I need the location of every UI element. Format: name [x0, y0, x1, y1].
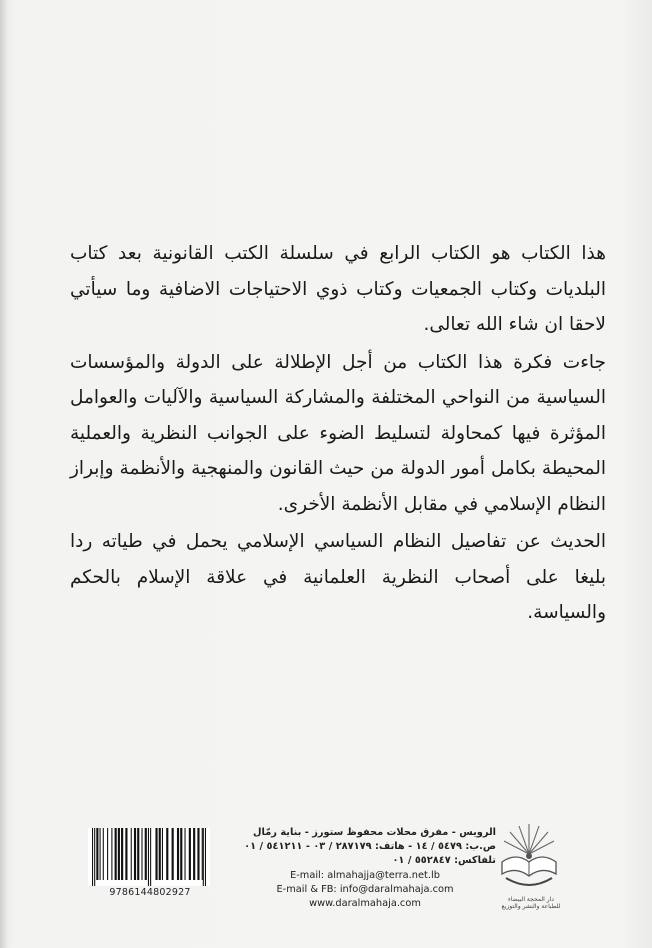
blurb-paragraph-2: جاءت فكرة هذا الكتاب من أجل الإطلالة على الدولة والمؤسسات السياسية من النواحي المختلفة والمشاركة السياسية والآليات والعوامل المؤثرة فيها كمحاولة لتسليط الضوء على الجوانب النظرية والعملية المحيطة بكامل أمور الدولة من حيث القانون والمنهجية والأنظمة وإبراز النظام الإسلامي في مقابل الأنظمة الأخرى. [70, 351, 606, 515]
barcode-bar [121, 828, 123, 880]
barcode-bar [118, 828, 120, 880]
publisher-logo [496, 818, 562, 902]
isbn-number: 9786144802927 [109, 887, 191, 898]
barcode [88, 828, 210, 886]
barcode-bar [155, 828, 157, 880]
barcode-bar [166, 828, 168, 880]
publisher-footer [82, 818, 561, 918]
barcode-bar [202, 828, 203, 880]
publisher-phone: ص.ب: ٥٤٧٩ / ١٤ - هاتف: ٢٨٧١٧٩ / ٠٣ - ٥٤١٢١١ / ٠١ [244, 841, 496, 853]
barcode-bar [103, 828, 104, 880]
publisher-logo-name: دار المحجة البيضاء [508, 896, 554, 903]
barcode-bar [107, 828, 108, 880]
barcode-bar [141, 828, 142, 880]
publisher-email-fb: E-mail & FB: info@daralmahaja.com [276, 883, 454, 895]
barcode-bar [172, 828, 174, 880]
barcode-bar [100, 828, 101, 880]
blurb-paragraph-3: الحديث عن تفاصيل النظام السياسي الإسلامي يحمل في طياته ردا بليغا على أصحاب النظرية العلمانية في علاقة الإسلام بالحكم والسياسة. [70, 531, 606, 623]
barcode-bar [111, 828, 112, 880]
barcode-bar [189, 828, 191, 880]
barcode-bar [150, 828, 151, 886]
barcode-bar [145, 828, 147, 880]
barcode-bar [193, 828, 195, 880]
barcode-bar [197, 828, 199, 880]
barcode-bar [159, 828, 161, 880]
barcode-bar [162, 828, 163, 880]
barcode-bar [115, 828, 117, 880]
barcode-bar [184, 828, 185, 880]
barcode-bar [148, 828, 149, 886]
barcode-bar [134, 828, 136, 880]
barcode-bar [180, 828, 182, 880]
barcode-bar [131, 828, 132, 880]
publisher-contact [234, 826, 496, 911]
blurb-text [70, 236, 606, 631]
publisher-logo-sub: للطباعة والنشر والتوزيع [501, 903, 561, 910]
barcode-bar [92, 828, 93, 886]
spine-shadow [0, 0, 8, 948]
publisher-address: الرويس - مفرق محلات محفوظ ستورز - بناية رمّال [253, 827, 496, 838]
barcode-bar [177, 828, 179, 880]
barcode-bar [125, 828, 127, 880]
barcode-bar [203, 828, 204, 886]
barcode-bar [96, 828, 98, 880]
publisher-website: www.daralmahaja.com [309, 898, 421, 910]
publisher-logo-text [500, 896, 562, 910]
barcode-bar [205, 828, 206, 886]
barcode-bar [137, 828, 139, 880]
blurb-paragraph-1: هذا الكتاب هو الكتاب الرابع في سلسلة الكتب القانونية بعد كتاب البلديات وكتاب الجمعيات وكتاب ذوي الاحتياجات الاضافية وما سيأتي لاحقا ان شاء الله تعالى. [70, 243, 606, 335]
publisher-email: E-mail: almahajja@terra.net.lb [290, 869, 440, 881]
barcode-bar [94, 828, 95, 886]
publisher-fax: تلفاكس: ٥٥٢٨٤٧ / ٠١ [392, 855, 496, 867]
